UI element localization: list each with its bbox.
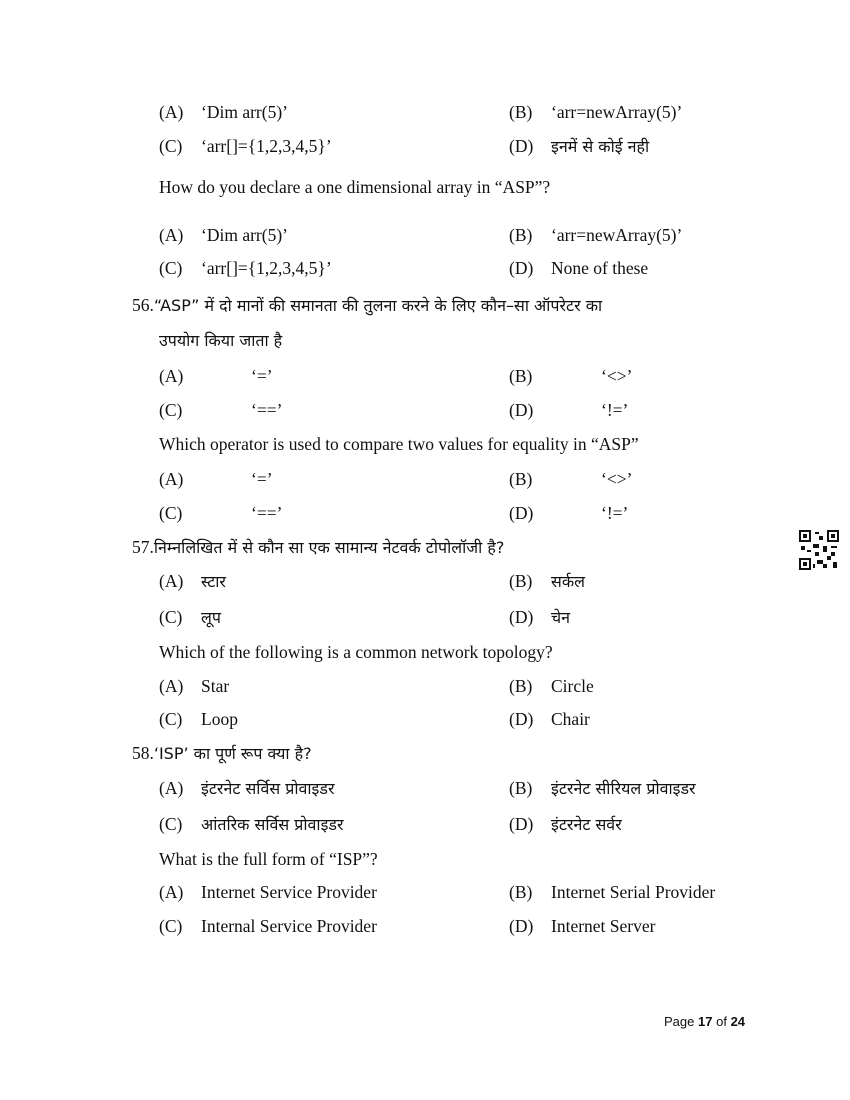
q55-hi-option-b: (B) ‘arr=newArray(5)’: [509, 102, 683, 122]
q58-en-question: What is the full form of “ISP”?: [159, 849, 378, 869]
q57-en-option-a: (A) Star: [159, 676, 230, 696]
q58-hi-option-b: (B) इंटरनेट सीरियल प्रोवाइडर: [509, 778, 696, 798]
q58-en-option-d: (D) Internet Server: [509, 916, 656, 936]
q56-en-option-c: (C) ‘==’: [159, 503, 283, 523]
q56-hi-question-line2: उपयोग किया जाता है: [159, 331, 283, 350]
q56-hi-option-d: (D) ‘!=’: [509, 400, 629, 420]
q57-hi-option-c: (C) लूप: [159, 607, 221, 627]
q58-hi-question: 58.‘ISP’ का पूर्ण रूप क्या है?: [132, 743, 312, 763]
q58-hi-option-d: (D) इंटरनेट सर्वर: [509, 814, 622, 834]
q58-en-option-b: (B) Internet Serial Provider: [509, 882, 716, 902]
q57-hi-option-d: (D) चेन: [509, 607, 571, 627]
q57-hi-option-b: (B) सर्कल: [509, 571, 585, 591]
q56-en-option-a: (A) ‘=’: [159, 469, 273, 489]
q55-en-option-b: (B) ‘arr=newArray(5)’: [509, 225, 683, 245]
q57-hi-question: 57.निम्नलिखित में से कौन सा एक सामान्य नेटवर्क टोपोलॉजी है?: [132, 537, 505, 557]
q55-en-option-a: (A) ‘Dim arr(5)’: [159, 225, 288, 245]
q56-en-option-b: (B) ‘<>’: [509, 469, 633, 489]
q56-en-option-d: (D) ‘!=’: [509, 503, 629, 523]
q58-hi-option-a: (A) इंटरनेट सर्विस प्रोवाइडर: [159, 778, 335, 798]
q57-en-option-b: (B) Circle: [509, 676, 594, 696]
q56-en-question: Which operator is used to compare two values for equality in “ASP”: [159, 434, 639, 454]
q56-hi-question-line1: 56.“ASP” में दो मानों की समानता की तुलना करने के लिए कौन–सा ऑपरेटर का: [132, 295, 603, 315]
q55-hi-option-a: (A) ‘Dim arr(5)’: [159, 102, 288, 122]
q55-hi-option-c: (C) ‘arr[]={1,2,3,4,5}’: [159, 136, 332, 156]
q58-hi-option-c: (C) आंतरिक सर्विस प्रोवाइडर: [159, 814, 344, 834]
q55-en-question: How do you declare a one dimensional array in “ASP”?: [159, 177, 551, 197]
q57-en-option-c: (C) Loop: [159, 709, 238, 729]
page-number: Page 17 of 24: [664, 1014, 746, 1029]
q57-en-question: Which of the following is a common network topology?: [159, 642, 553, 662]
q55-en-option-c: (C) ‘arr[]={1,2,3,4,5}’: [159, 258, 332, 278]
q57-hi-option-a: (A) स्टार: [159, 571, 226, 591]
q57-en-option-d: (D) Chair: [509, 709, 590, 729]
q58-en-option-c: (C) Internal Service Provider: [159, 916, 377, 936]
qr-code-icon: [799, 530, 839, 570]
q56-hi-option-b: (B) ‘<>’: [509, 366, 633, 386]
q58-en-option-a: (A) Internet Service Provider: [159, 882, 377, 902]
q55-en-option-d: (D) None of these: [509, 258, 649, 278]
q55-hi-option-d: (D) इनमें से कोई नही: [509, 136, 650, 156]
q56-hi-option-c: (C) ‘==’: [159, 400, 283, 420]
q56-hi-option-a: (A) ‘=’: [159, 366, 273, 386]
